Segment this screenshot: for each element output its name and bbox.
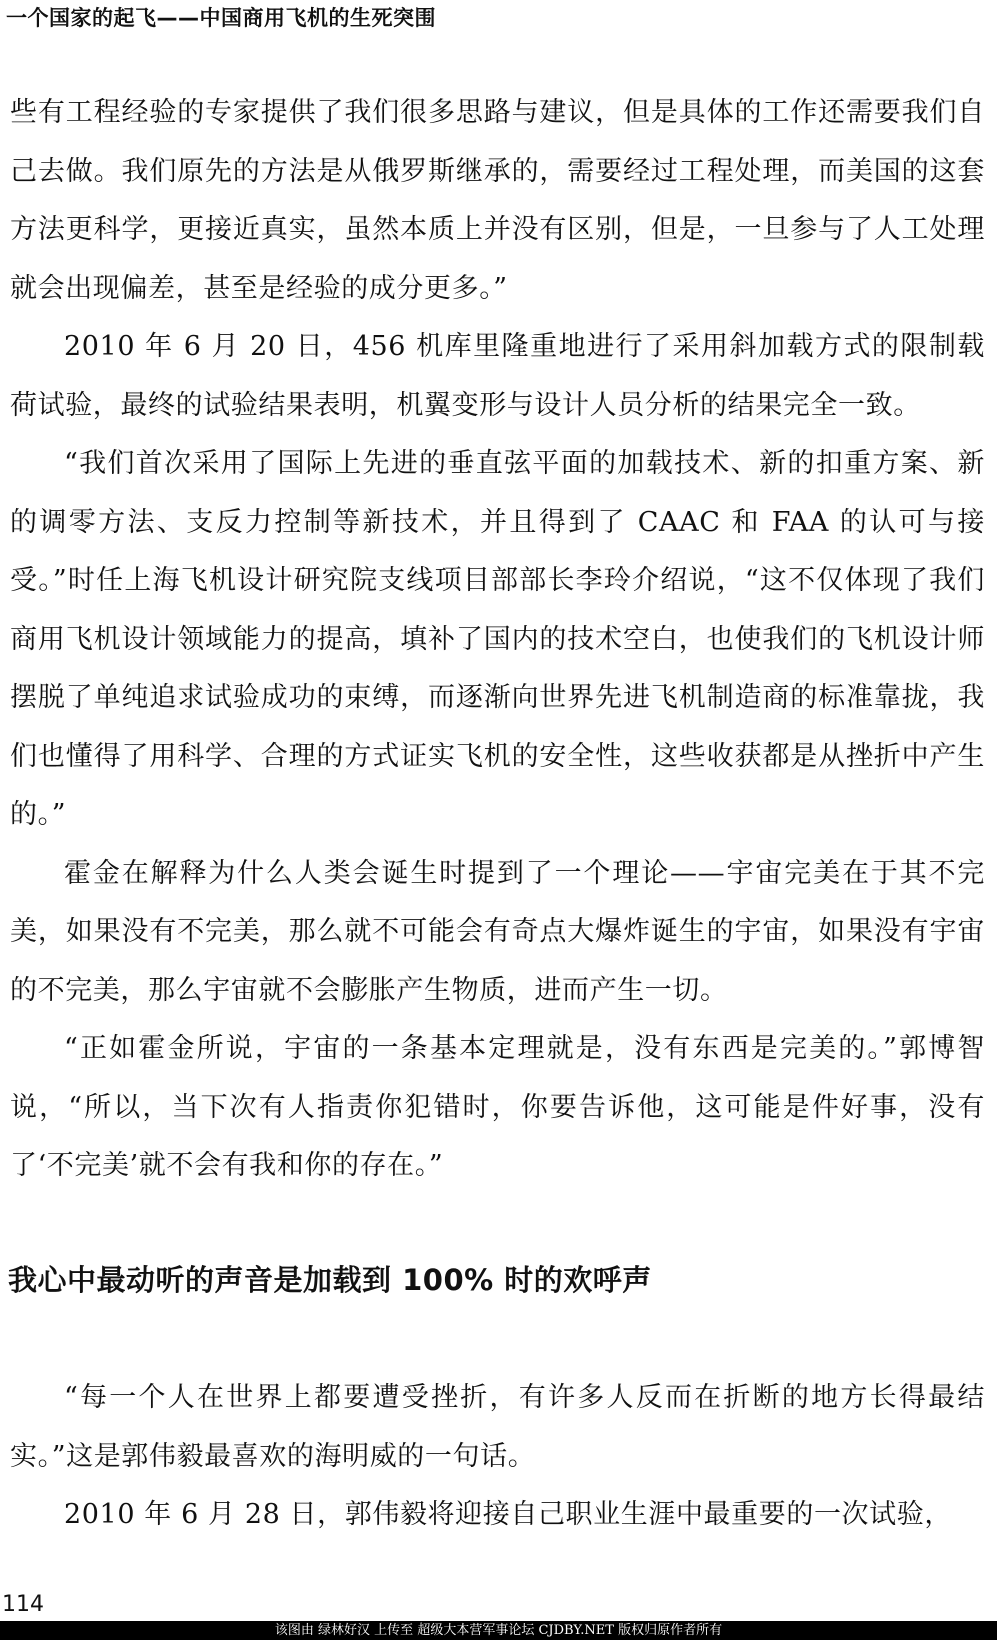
paragraph: 2010 年 6 月 20 日，456 机库里隆重地进行了采用斜加载方式的限制载荷试验，最终的试验结果表明，机翼变形与设计人员分析的结果完全一致。 (10, 331, 985, 421)
paragraph: 霍金在解释为什么人类会诞生时提到了一个理论——宇宙完美在于其不完美，如果没有不完美，那么就不可能会有奇点大爆炸诞生的宇宙，如果没有宇宙的不完美，那么宇宙就不会膨胀产生物质，进而产生一切。 (10, 857, 985, 1006)
paragraph: “每一个人在世界上都要遭受挫折，有许多人反而在折断的地方长得最结实。”这是郭伟毅最喜欢的海明威的一句话。 (10, 1382, 985, 1472)
body-text (10, 84, 985, 1196)
watermark-text: 该图由 绿林好汉 上传至 超级大本营军事论坛 CJDBY.NET 版权归原作者所有 (274, 1623, 723, 1638)
paragraph-continued: 些有工程经验的专家提供了我们很多思路与建议，但是具体的工作还需要我们自己去做。我们原先的方法是从俄罗斯继承的，需要经过工程处理，而美国的这套方法更科学，更接近真实，虽然本质上并没有区别，但是，一旦参与了人工处理就会出现偏差，甚至是经验的成分更多。” (10, 97, 985, 304)
watermark-footer (0, 1621, 997, 1640)
paragraph: 2010 年 6 月 28 日，郭伟毅将迎接自己职业生涯中最重要的一次试验， (64, 1499, 952, 1530)
paragraph: “我们首次采用了国际上先进的垂直弦平面的加载技术、新的扣重方案、新的调零方法、支反力控制等新技术，并且得到了 CAAC 和 FAA 的认可与接受。”时任上海飞机设计研究院支线项目部部长李玲介绍说，“这不仅体现了我们商用飞机设计领域能力的提高，填补了国内的技术空白，也使我们的飞机设计师摆脱了单纯追求试验成功的束缚，而逐渐向世界先进飞机制造商的标准靠拢，我们也懂得了用科学、合理的方式证实飞机的安全性，这些收获都是从挫折中产生的。” (10, 448, 985, 830)
section-body-text (10, 1369, 985, 1545)
page-number: 114 (2, 1592, 44, 1617)
running-head: 一个国家的起飞——中国商用飞机的生死突围 (6, 6, 436, 30)
section-heading: 我心中最动听的声音是加载到 100% 时的欢呼声 (8, 1263, 652, 1297)
paragraph: “正如霍金所说，宇宙的一条基本定理就是，没有东西是完美的。”郭博智说，“所以，当下次有人指责你犯错时，你要告诉他，这可能是件好事，没有了‘不完美’就不会有我和你的存在。” (10, 1033, 985, 1181)
